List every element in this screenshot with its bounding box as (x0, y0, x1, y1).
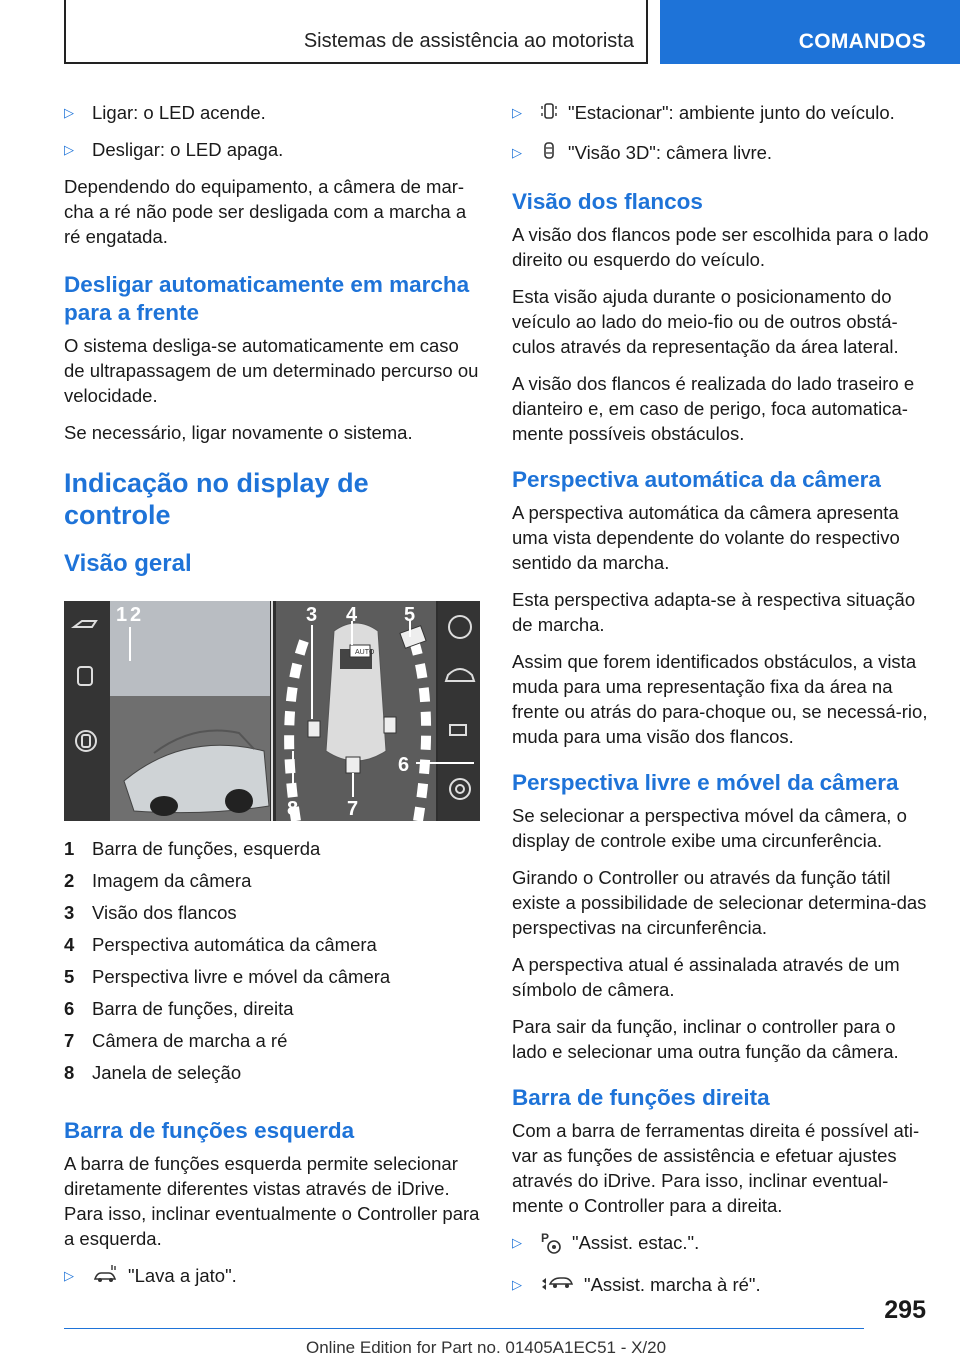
heading-display: Indicação no display de controle (64, 468, 369, 530)
figure-legend (64, 833, 480, 1089)
bullet-triangle-icon: ▷ (512, 1277, 522, 1292)
paragraph: Girando o Controller ou através da função tátil existe a possibilidade de selecionar determina-das perspectivas na circunferência. (512, 867, 927, 938)
svg-text:P: P (541, 1231, 550, 1245)
bullet-triangle-icon: ▷ (512, 145, 522, 160)
legend-item: 4 Perspectiva automática da câmera (64, 934, 377, 955)
legend-item: 6 Barra de funções, direita (64, 998, 294, 1019)
heading-free-perspective: Perspectiva livre e móvel da câmera (512, 770, 899, 795)
car-wash-icon (92, 1263, 118, 1291)
paragraph: Se selecionar a perspectiva móvel da câmera, o display de controle exibe uma circunferência. (512, 805, 907, 851)
callout-6: 6 (398, 754, 410, 776)
bullet-3d-view: ▷ "Visão 3D": câmera livre. (512, 140, 932, 168)
legend-item: 7 Câmera de marcha a ré (64, 1030, 288, 1051)
callout-3: 3 (306, 604, 318, 626)
right-column (512, 100, 932, 1312)
bullet-led-off: ▷ Desligar: o LED apaga. (64, 139, 284, 160)
bullet-triangle-icon: ▷ (64, 105, 74, 120)
legend-item: 5 Perspectiva livre e móvel da câmera (64, 966, 391, 987)
header-title: Sistemas de assistência ao motorista (303, 30, 634, 52)
heading-flank-view: Visão dos flancos (512, 189, 703, 214)
heading-left-bar: Barra de funções esquerda (64, 1118, 355, 1143)
paragraph: Assim que forem identificados obstáculos, a vista muda para uma representação fixa da área na frente ou atrás do para-choque ou, se necessá-rio, muda para uma visão dos flancos. (512, 651, 928, 747)
header-section-tab (660, 0, 960, 64)
header-left-box (64, 0, 648, 64)
bullet-triangle-icon: ▷ (64, 142, 74, 157)
paragraph: Dependendo do equipamento, a câmera de mar-cha a ré não pode ser desligada com a marcha a ré engatada. (64, 176, 467, 247)
left-column (64, 100, 480, 1303)
heading-auto-off: Desligar automaticamente em marcha para a frente (64, 272, 470, 325)
callout-1: 1 (116, 604, 128, 626)
bullet-triangle-icon: ▷ (512, 105, 522, 120)
callout-4: 4 (346, 604, 358, 626)
section-label: COMANDOS (798, 30, 926, 53)
legend-item: 3 Visão dos flancos (64, 902, 237, 923)
callout-2: 2 (130, 604, 142, 626)
footer-edition: Online Edition for Part no. 01405A1EC51 - X/20 (306, 1338, 667, 1357)
legend-item: 2 Imagem da câmera (64, 870, 252, 891)
callout-7: 7 (347, 798, 359, 820)
bullet-car-wash: ▷ "Lava a jato". (64, 1263, 480, 1291)
bullet-triangle-icon: ▷ (64, 1268, 74, 1283)
page-number: 295 (884, 1296, 926, 1324)
reverse-assist-icon (540, 1272, 574, 1300)
park-view-icon (540, 100, 558, 128)
paragraph: O sistema desliga-se automaticamente em caso de ultrapassagem de um determinado percurso ou velocidade. (64, 335, 479, 406)
paragraph: A perspectiva atual é assinalada através de um símbolo de câmera. (512, 954, 900, 1000)
paragraph: Para sair da função, inclinar o controller para o lado e selecionar uma outra função da câmera. (512, 1016, 899, 1062)
paragraph: A visão dos flancos é realizada do lado traseiro e dianteiro e, em caso de perigo, foca automatica-mente possíveis obstáculos. (512, 373, 915, 444)
callout-5: 5 (404, 604, 416, 626)
paragraph: A visão dos flancos pode ser escolhida para o lado direito ou esquerdo do veículo. (512, 224, 929, 270)
callout-8: 8 (287, 798, 299, 820)
paragraph: A perspectiva automática da câmera apresenta uma vista dependente do volante do respectivo sentido da marcha. (512, 502, 900, 573)
bullet-led-on: ▷ Ligar: o LED acende. (64, 102, 266, 123)
paragraph: Esta visão ajuda durante o posicionamento do veículo ao lado do meio-fio ou de outros obstá-culos através da representação da área lateral. (512, 286, 899, 357)
park-assist-icon (540, 1230, 562, 1260)
legend-item: 1 Barra de funções, esquerda (64, 838, 321, 859)
footer-divider (64, 1328, 864, 1329)
bullet-park: ▷ "Estacionar": ambiente junto do veículo. (512, 100, 932, 128)
paragraph: A barra de funções esquerda permite selecionar diretamente diferentes vistas através de iDrive. Para isso, inclinar eventualmente o Controller para a esquerda. (64, 1153, 480, 1249)
camera-display-illustration (64, 601, 480, 821)
paragraph: Se necessário, ligar novamente o sistema. (64, 422, 413, 443)
legend-item: 8 Janela de seleção (64, 1062, 242, 1083)
bullet-reverse-assist: ▷ "Assist. marcha à ré". (512, 1272, 932, 1300)
paragraph: Com a barra de ferramentas direita é possível ati-var as funções de assistência e efetuar ajustes através do iDrive. Para isso, inclinar eventual-mente o Controller para a direita. (512, 1120, 920, 1216)
bullet-triangle-icon: ▷ (512, 1235, 522, 1250)
heading-overview: Visão geral (64, 550, 192, 577)
auto-badge: AUTO (355, 649, 375, 656)
bullet-park-assist: ▷ P "Assist. estac.". (512, 1230, 932, 1260)
camera-display-figure (64, 601, 480, 821)
heading-right-bar: Barra de funções direita (512, 1085, 770, 1110)
paragraph: Esta perspectiva adapta-se à respectiva situação de marcha. (512, 589, 916, 635)
heading-auto-perspective: Perspectiva automática da câmera (512, 467, 881, 492)
3d-view-icon (540, 140, 558, 168)
